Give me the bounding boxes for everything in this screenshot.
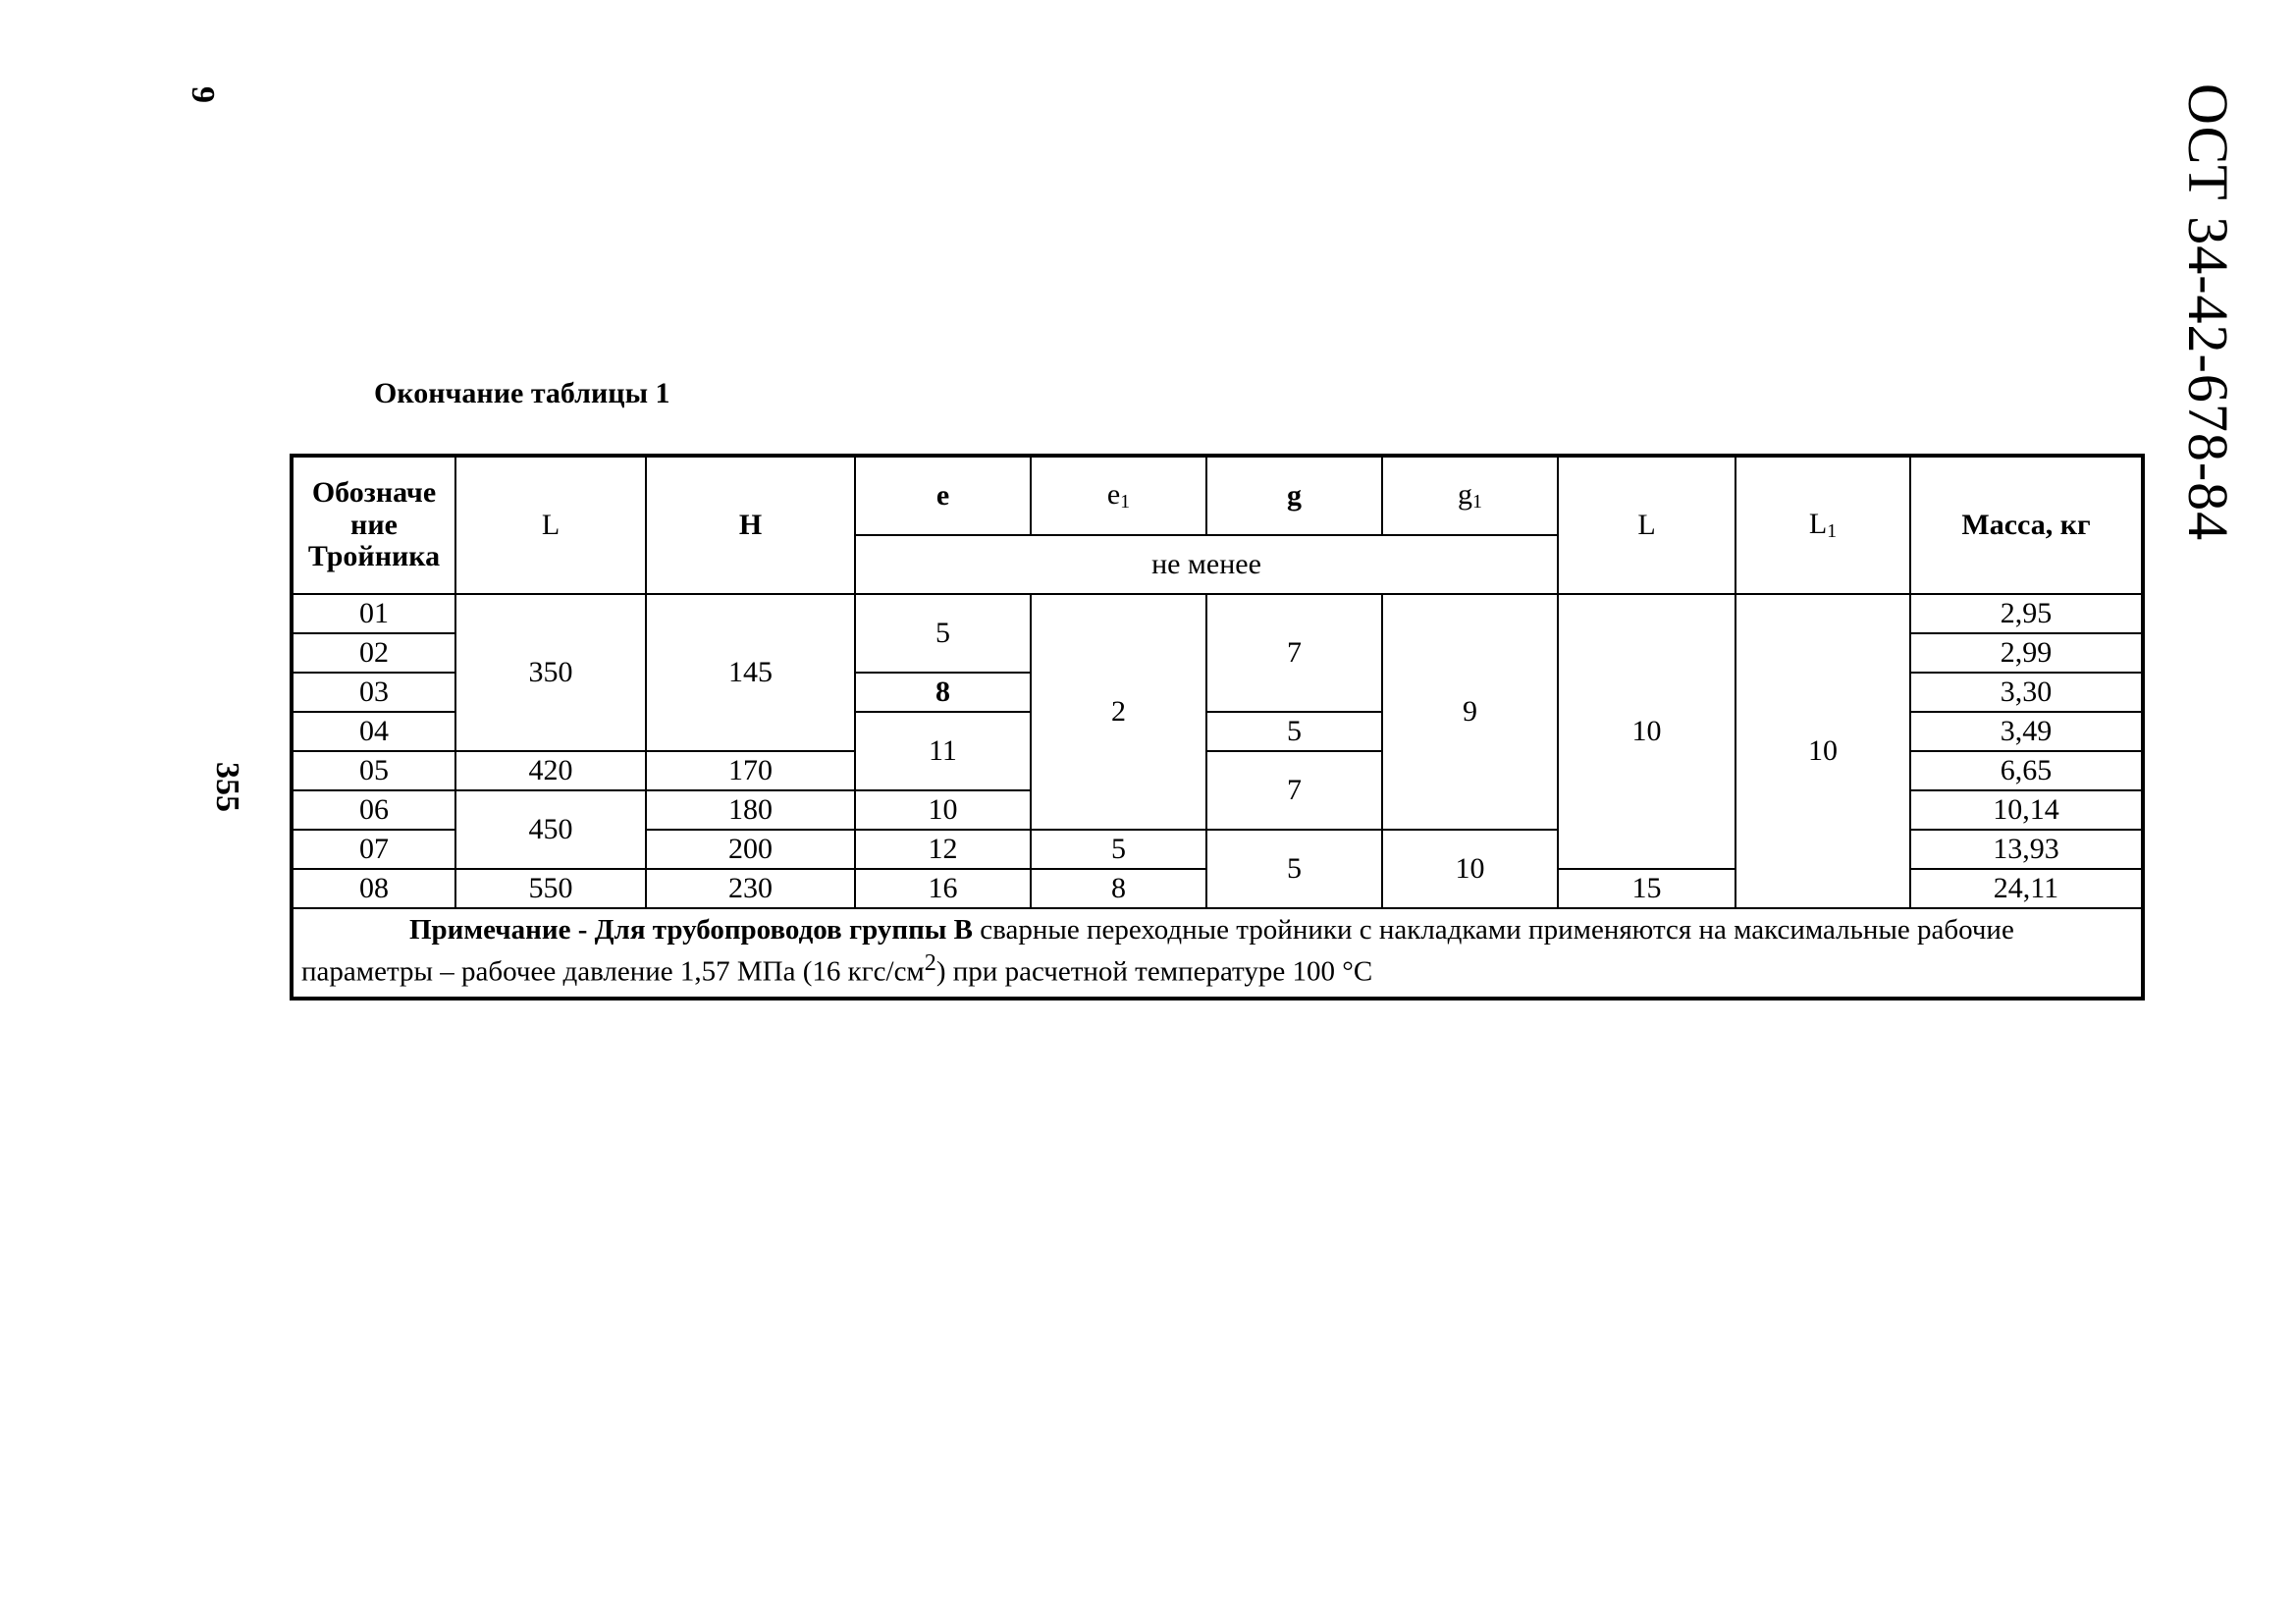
mass-cell: 2,95 <box>1910 594 2143 633</box>
table-row <box>292 594 2143 633</box>
header-L1-subscript: 1 <box>1827 519 1838 542</box>
g-cell: 7 <box>1206 594 1382 712</box>
header-e1-symbol: e <box>1106 477 1121 511</box>
header-min-note: не менее <box>855 535 1558 594</box>
mass-cell: 2,99 <box>1910 633 2143 673</box>
dimensions-table <box>290 454 2145 1001</box>
designation-cell: 05 <box>292 751 455 790</box>
designation-cell: 01 <box>292 594 455 633</box>
header-g1-symbol: g <box>1458 477 1472 511</box>
header-L2: L <box>1558 456 1735 594</box>
H-cell: 180 <box>646 790 855 830</box>
note-text-2: ) при расчетной температуре 100 °С <box>935 955 1373 988</box>
L2-cell: 15 <box>1558 869 1735 908</box>
g1-cell: 10 <box>1382 830 1558 908</box>
L-cell: 550 <box>455 869 646 908</box>
e1-cell: 2 <box>1031 594 1206 830</box>
designation-cell: 03 <box>292 673 455 712</box>
note-label: Примечание - Для трубопроводов группы В <box>409 914 974 946</box>
mass-cell: 13,93 <box>1910 830 2143 869</box>
e-cell: 10 <box>855 790 1031 830</box>
header-mass: Масса, кг <box>1910 456 2143 594</box>
g-cell: 7 <box>1206 751 1382 830</box>
mass-cell: 3,49 <box>1910 712 2143 751</box>
header-H: H <box>646 456 855 594</box>
mass-cell: 24,11 <box>1910 869 2143 908</box>
g-cell: 5 <box>1206 712 1382 751</box>
note-superscript: 2 <box>924 948 936 976</box>
e1-cell: 8 <box>1031 869 1206 908</box>
designation-cell: 08 <box>292 869 455 908</box>
g1-cell: 9 <box>1382 594 1558 830</box>
designation-cell: 07 <box>292 830 455 869</box>
L1-cell: 10 <box>1735 594 1910 908</box>
g-cell: 5 <box>1206 830 1382 908</box>
table-caption: Окончание таблицы 1 <box>374 377 670 409</box>
L-cell: 420 <box>455 751 646 790</box>
header-L1 <box>1735 456 1910 594</box>
header-g1 <box>1382 456 1558 535</box>
note-row <box>292 908 2143 999</box>
H-cell: 170 <box>646 751 855 790</box>
note-text-1: сварные переходные тройники с накладками применяются на максимальные рабочие параметры – рабочее давление 1,57 МПа (16 кгс/см <box>301 914 2014 988</box>
header-L: L <box>455 456 646 594</box>
header-g: g <box>1206 456 1382 535</box>
L-cell: 350 <box>455 594 646 751</box>
designation-cell: 02 <box>292 633 455 673</box>
e-cell: 11 <box>855 712 1031 790</box>
mass-cell: 3,30 <box>1910 673 2143 712</box>
table-note <box>292 908 2143 999</box>
page-number-top: 9 <box>185 86 221 103</box>
designation-cell: 06 <box>292 790 455 830</box>
L-cell: 450 <box>455 790 646 869</box>
designation-cell: 04 <box>292 712 455 751</box>
header-L1-symbol: L <box>1808 507 1828 540</box>
page-number-side: 355 <box>209 762 245 812</box>
e-cell: 8 <box>855 673 1031 712</box>
header-e: e <box>855 456 1031 535</box>
header-designation: Обозначе ние Тройника <box>292 456 455 594</box>
header-g1-subscript: 1 <box>1472 490 1482 513</box>
e1-cell: 5 <box>1031 830 1206 869</box>
standard-code: ОСТ 34-42-678-84 <box>2176 83 2240 542</box>
H-cell: 200 <box>646 830 855 869</box>
e-cell: 16 <box>855 869 1031 908</box>
header-e1 <box>1031 456 1206 535</box>
header-row <box>292 456 2143 535</box>
header-e1-subscript: 1 <box>1120 490 1131 513</box>
mass-cell: 6,65 <box>1910 751 2143 790</box>
mass-cell: 10,14 <box>1910 790 2143 830</box>
e-cell: 5 <box>855 594 1031 673</box>
e-cell: 12 <box>855 830 1031 869</box>
H-cell: 230 <box>646 869 855 908</box>
L2-cell: 10 <box>1558 594 1735 869</box>
H-cell: 145 <box>646 594 855 751</box>
